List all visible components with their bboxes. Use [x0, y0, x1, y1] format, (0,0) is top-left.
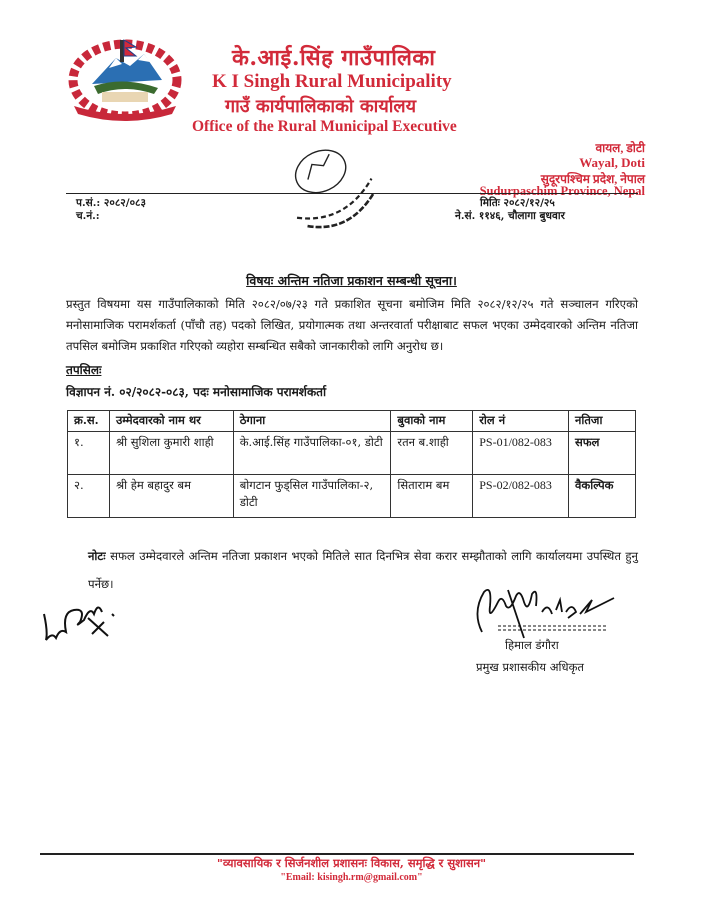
cell-result: वैकल्पिक [569, 475, 636, 518]
address-place-nepali: वायल, डोटी [595, 141, 645, 155]
signatory-name: हिमाल डंगौरा [505, 638, 559, 652]
header-serial: क्र.स. [68, 411, 110, 432]
cell-roll-number: PS-01/082-083 [473, 432, 569, 475]
cell-roll-number: PS-02/082-083 [473, 475, 569, 518]
initials-signature-icon [38, 592, 118, 647]
cell-result: सफल [569, 432, 636, 475]
tapasil-label: तपसिलः [66, 363, 102, 377]
table-row [68, 432, 636, 475]
cell-address: के.आई.सिंह गाउँपालिका-०१, डोटी [233, 432, 391, 475]
advertisement-info: विज्ञापन नं. ०२/२०८२-०८३, पदः मनोसामाजिक परामर्शकर्ता [66, 385, 327, 399]
cell-father-name: सिताराम बम [391, 475, 473, 518]
office-name-english: Office of the Rural Municipal Executive [192, 118, 457, 135]
table-row [68, 475, 636, 518]
cell-candidate-name: श्री हेम बहादुर बम [109, 475, 233, 518]
note-label: नोटः [88, 549, 106, 563]
header-father-name: बुवाको नाम [391, 411, 473, 432]
results-table [67, 410, 636, 518]
letter-number: प.सं.: २०८२/०८३ [76, 197, 146, 209]
address-province-english: Sudurpaschim Province, Nepal [479, 184, 645, 198]
nepal-emblem-icon [64, 36, 186, 122]
footer-divider [40, 853, 634, 855]
cell-address: बोगटान फुड्सिल गाउँपालिका-२, डोटी [233, 475, 391, 518]
office-seal-stamp-icon [262, 130, 392, 240]
notice-body: प्रस्तुत विषयमा यस गाउँपालिकाको मिति २०८२/०७/२३ गते प्रकाशित सूचना बमोजिम मिति २०८२/१२/२५ गते सञ्चालन गरिएको मनोसामाजिक परामर्शकर्ता (पाँचौ तह) पदको लिखित, प्रयोगात्मक तथा अन्तरवार्ता परीक्षाबाट सफल भएका उम्मेदवारको अन्तिम नतिजा तपसिल बमोजिम प्रकाशित गरिएको व्यहोरा सम्बन्धित सबैको जानकारीको लागि अनुरोध छ। [66, 297, 638, 353]
header-divider [66, 193, 638, 194]
cell-candidate-name: श्री सुशिला कुमारी शाही [109, 432, 233, 475]
municipality-name-english: K I Singh Rural Municipality [212, 71, 452, 92]
cell-father-name: रतन ब.शाही [391, 432, 473, 475]
signatory-title: प्रमुख प्रशासकीय अधिकृत [476, 660, 584, 674]
table-header-row [68, 411, 636, 432]
footer-email: "Email: kisingh.rm@gmail.com" [280, 872, 423, 883]
header-result: नतिजा [569, 411, 636, 432]
nepal-sambat-date: ने.सं. ११४६, चौलागा बुधवार [455, 210, 565, 222]
address-province-nepali: सुदूरपश्चिम प्रदेश, नेपाल [540, 172, 645, 186]
issue-date: मितिः २०८२/१२/२५ [480, 197, 555, 209]
cell-serial: २. [68, 475, 110, 518]
header-candidate-name: उम्मेदवारको नाम थर [109, 411, 233, 432]
header-address: ठेगाना [233, 411, 391, 432]
note-text: सफल उम्मेदवारले अन्तिम नतिजा प्रकाशन भएको मितिले सात दिनभित्र सेवा करार सम्झौताको लागि कार्यालयमा उपस्थित हुनु पर्नेछ। [88, 549, 638, 591]
dispatch-number: च.नं.: [76, 210, 100, 222]
notice-subject: विषयः अन्तिम नतिजा प्रकाशन सम्बन्धी सूचना। [246, 273, 457, 288]
office-name-nepali: गाउँ कार्यपालिकाको कार्यालय [225, 96, 417, 117]
cell-serial: १. [68, 432, 110, 475]
footer-motto: "व्यावसायिक र सिर्जनशील प्रशासनः विकास, समृद्धि र सुशासन" [216, 856, 487, 870]
address-place-english: Wayal, Doti [579, 155, 645, 170]
municipality-name-nepali: के.आई.सिंह गाउँपालिका [232, 45, 436, 71]
officer-signature-icon [468, 582, 618, 640]
header-roll-number: रोल नं [473, 411, 569, 432]
